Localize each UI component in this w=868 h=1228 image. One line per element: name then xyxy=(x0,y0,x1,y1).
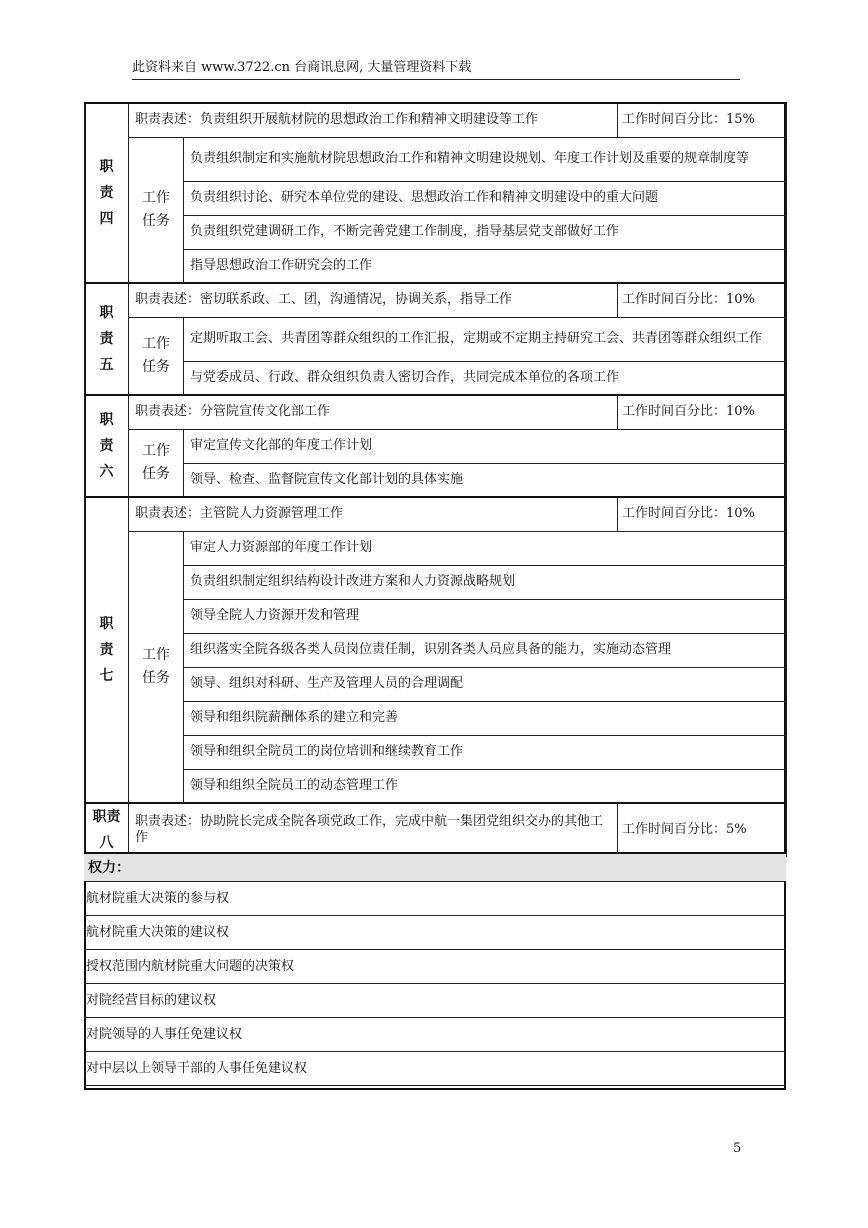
duty-6-task-label: 工作 任务 xyxy=(129,429,184,497)
duty-7-task-3: 领导全院人力资源开发和管理 xyxy=(184,599,787,633)
duty-5-label: 职 责 五 xyxy=(85,283,129,395)
duty-5-percent: 工作时间百分比：10% xyxy=(618,283,787,317)
duty-4-task-1: 负责组织制定和实施航材院思想政治工作和精神文明建设规划、年度工作计划及重要的规章制度等 xyxy=(184,137,787,181)
duty-4-label: 职 责 四 xyxy=(85,103,129,283)
duty-7-task-5: 领导、组织对科研、生产及管理人员的合理调配 xyxy=(184,667,787,701)
duty-5-task-row xyxy=(85,317,787,361)
duty-5-task-row xyxy=(85,361,787,395)
duty-4-task-2: 负责组织讨论、研究本单位党的建设、思想政治工作和精神文明建设中的重大问题 xyxy=(184,181,787,215)
duty-7-task-8: 领导和组织全院员工的动态管理工作 xyxy=(184,769,787,803)
duty-7-statement-row xyxy=(85,497,787,531)
duty-7-label: 职 责 七 xyxy=(85,497,129,803)
power-item: 航材院重大决策的建议权 xyxy=(84,916,786,950)
page-header: 此资料来自 www.3722.cn 台商讯息网, 大量管理资料下载 xyxy=(132,60,740,80)
duty-7-task-row xyxy=(85,701,787,735)
duty-5-statement: 职责表述：密切联系政、工、团，沟通情况，协调关系，指导工作 xyxy=(129,283,618,317)
duty-5-task-1: 定期听取工会、共青团等群众组织的工作汇报，定期或不定期主持研究工会、共青团等群众组织工作 xyxy=(184,317,787,361)
duty-7-task-2: 负责组织制定组织结构设计改进方案和人力资源战略规划 xyxy=(184,565,787,599)
duty-4-task-row xyxy=(85,181,787,215)
power-item: 对中层以上领导干部的人事任免建议权 xyxy=(84,1052,786,1086)
duty-4-task-label: 工作 任务 xyxy=(129,137,184,283)
duty-8-label: 职责 八 xyxy=(85,803,129,857)
duty-7-task-6: 领导和组织院薪酬体系的建立和完善 xyxy=(184,701,787,735)
duty-6-percent: 工作时间百分比：10% xyxy=(618,395,787,429)
powers-list xyxy=(84,882,786,1086)
power-item: 对院经营目标的建议权 xyxy=(84,984,786,1018)
duty-4-task-row xyxy=(85,249,787,283)
duty-4-task-row xyxy=(85,137,787,181)
duty-7-percent: 工作时间百分比：10% xyxy=(618,497,787,531)
duty-4-task-3: 负责组织党建调研工作，不断完善党建工作制度，指导基层党支部做好工作 xyxy=(184,215,787,249)
duty-7-task-row xyxy=(85,599,787,633)
duty-6-statement-row xyxy=(85,395,787,429)
duty-7-task-row xyxy=(85,565,787,599)
duty-6-label: 职 责 六 xyxy=(85,395,129,497)
duty-6-task-row xyxy=(85,429,787,463)
power-item: 授权范围内航材院重大问题的决策权 xyxy=(84,950,786,984)
power-item: 对院领导的人事任免建议权 xyxy=(84,1018,786,1052)
duty-8-percent: 工作时间百分比：5% xyxy=(618,803,787,857)
duty-6-task-1: 审定宣传文化部的年度工作计划 xyxy=(184,429,787,463)
duty-4-statement-row xyxy=(85,103,787,137)
duty-7-task-row xyxy=(85,633,787,667)
duty-4-task-4: 指导思想政治工作研究会的工作 xyxy=(184,249,787,283)
duty-8-statement-row xyxy=(85,803,787,857)
duty-7-task-7: 领导和组织全院员工的岗位培训和继续教育工作 xyxy=(184,735,787,769)
duty-4-percent: 工作时间百分比：15% xyxy=(618,103,787,137)
duty-7-task-label: 工作 任务 xyxy=(129,531,184,803)
duty-7-task-row xyxy=(85,735,787,769)
page-number: 5 xyxy=(733,1141,742,1156)
duty-6-statement: 职责表述：分管院宣传文化部工作 xyxy=(129,395,618,429)
duty-8-statement: 职责表述：协助院长完成全院各项党政工作，完成中航一集团党组织交办的其他工作 xyxy=(129,803,618,857)
duty-5-task-2: 与党委成员、行政、群众组织负责人密切合作，共同完成本单位的各项工作 xyxy=(184,361,787,395)
duty-7-task-4: 组织落实全院各级各类人员岗位责任制，识别各类人员应具备的能力，实施动态管理 xyxy=(184,633,787,667)
duty-table xyxy=(84,102,787,857)
duty-4-task-row xyxy=(85,215,787,249)
duty-7-task-row xyxy=(85,769,787,803)
duty-5-statement-row xyxy=(85,283,787,317)
duty-6-task-2: 领导、检查、监督院宣传文化部计划的具体实施 xyxy=(184,463,787,497)
power-item: 航材院重大决策的参与权 xyxy=(84,882,786,916)
duty-7-task-1: 审定人力资源部的年度工作计划 xyxy=(184,531,787,565)
duty-6-task-row xyxy=(85,463,787,497)
duty-4-statement: 职责表述：负责组织开展航材院的思想政治工作和精神文明建设等工作 xyxy=(129,103,618,137)
duty-5-task-label: 工作 任务 xyxy=(129,317,184,395)
duty-7-statement: 职责表述：主管院人力资源管理工作 xyxy=(129,497,618,531)
powers-heading: 权力： xyxy=(84,852,786,882)
duty-7-task-row xyxy=(85,531,787,565)
duty-7-task-row xyxy=(85,667,787,701)
